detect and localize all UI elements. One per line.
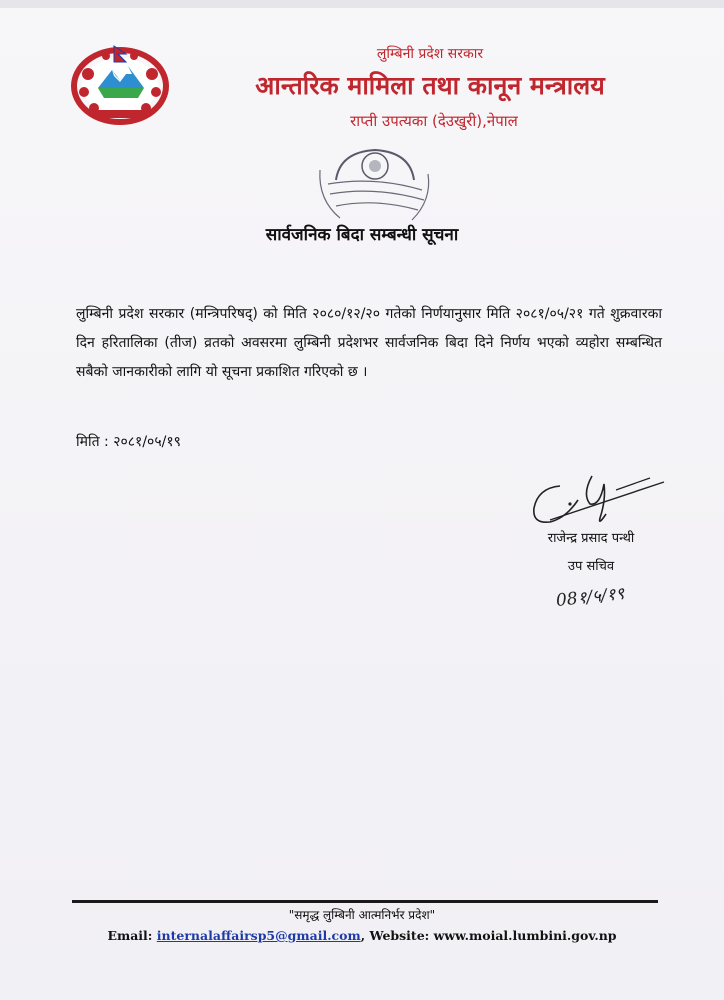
ministry-name: आन्तरिक मामिला तथा कानून मन्त्रालय xyxy=(255,71,605,100)
nepal-emblem-icon xyxy=(68,36,172,126)
notice-body: लुम्बिनी प्रदेश सरकार (मन्त्रिपरिषद्) को मिति २०८०/१२/२० गतेको निर्णयानुसार मिति २०८१/०५/२१ गते शुक्रवारका दिन हरितालिका (तीज) व्रतको अवसरमा लुम्बिनी प्रदेशभर सार्वजनिक बिदा दिने निर्णय भएको व्यहोरा सम्बन्धित सबैको जानकारीको लागि यो सूचना प्रकाशित गरिएको छ । xyxy=(76,306,662,380)
email-link[interactable]: internalaffairsp5@gmail.com xyxy=(156,928,361,943)
top-strip xyxy=(0,0,724,8)
footer-contact xyxy=(0,928,724,943)
handwritten-date: 08१/५/१९ xyxy=(555,583,626,611)
footer-divider xyxy=(72,900,658,903)
signatory-name: राजेन्द्र प्रसाद पन्थी xyxy=(547,531,635,546)
letterhead xyxy=(170,44,690,132)
footer-slogan: "समृद्ध लुम्बिनी आत्मनिर्भर प्रदेश" xyxy=(288,908,436,922)
office-address: राप्ती उपत्यका (देउखुरी),नेपाल xyxy=(350,112,518,130)
notice-date: मिति : २०८१/०५/१९ xyxy=(76,434,181,450)
email-label: Email: xyxy=(107,928,153,943)
signatory-title: उप सचिव xyxy=(567,559,615,574)
website-label: , Website: xyxy=(360,928,430,943)
notice-title: सार्वजनिक बिदा सम्बन्धी सूचना xyxy=(265,225,459,245)
office-stamp-icon xyxy=(300,140,450,224)
government-name: लुम्बिनी प्रदेश सरकार xyxy=(376,46,484,62)
website-link[interactable]: www.moial.lumbini.gov.np xyxy=(433,928,617,943)
